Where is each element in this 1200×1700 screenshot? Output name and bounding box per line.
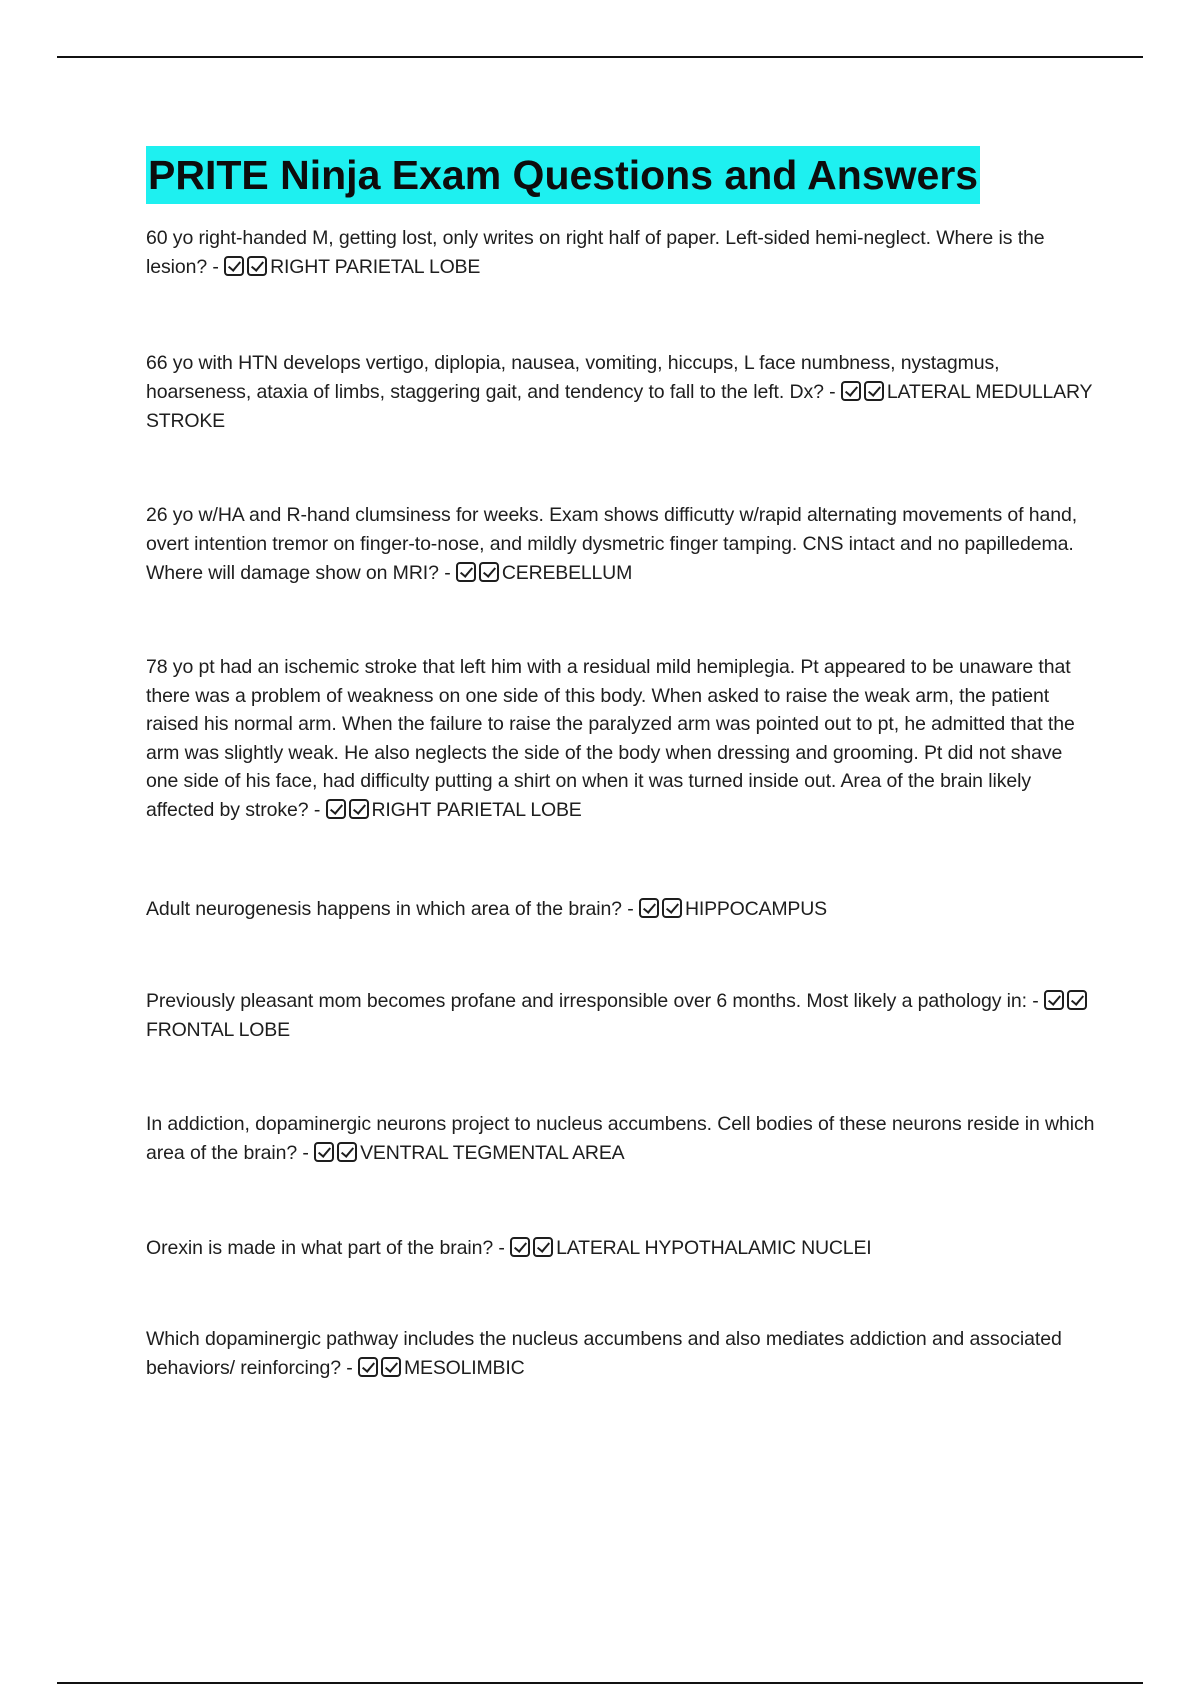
separator: -: [340, 1357, 359, 1379]
checkbox-checked-icon: [864, 381, 884, 401]
qa-item-9: [146, 1325, 1096, 1383]
checkbox-checked-icon: [381, 1357, 401, 1377]
answer-text: RIGHT PARIETAL LOBE: [371, 798, 582, 821]
separator: -: [207, 256, 225, 278]
qa-item-8: [146, 1234, 1096, 1263]
checkbox-checked-icon: [479, 562, 499, 582]
question-text: In addiction, dopaminergic neurons project to nucleus accumbens. Cell bodies of these neurons reside in which area of the brain?: [146, 1113, 1095, 1164]
qa-item-3: [146, 501, 1096, 588]
qa-item-1: [146, 224, 1096, 282]
question-text: 60 yo right-handed M, getting lost, only writes on right half of paper. Left-sided hemi-neglect. Where is the lesion?: [146, 227, 1045, 278]
answer-text: CEREBELLUM: [501, 562, 633, 584]
answer-text: MESOLIMBIC: [404, 1357, 525, 1379]
checkbox-checked-icon: [510, 1237, 530, 1257]
question-text: Previously pleasant mom becomes profane and irresponsible over 6 months. Most likely a pathology in:: [146, 990, 1027, 1012]
qa-item-4: [146, 653, 1096, 825]
page-title: PRITE Ninja Exam Questions and Answers: [146, 146, 980, 204]
qa-item-7: [146, 1110, 1096, 1168]
checkbox-checked-icon: [662, 898, 682, 918]
checkbox-checked-icon: [1044, 990, 1064, 1010]
separator: -: [438, 562, 456, 584]
answer-text: VENTRAL TEGMENTAL AREA: [360, 1142, 625, 1164]
qa-item-5: [146, 895, 1096, 924]
separator: -: [493, 1237, 511, 1259]
question-text: Which dopaminergic pathway includes the nucleus accumbens and also mediates addiction and associated behaviors/ reinforcing?: [146, 1328, 1062, 1379]
separator: -: [308, 798, 326, 821]
checkbox-checked-icon: [456, 562, 476, 582]
question-text: 66 yo with HTN develops vertigo, diplopia, nausea, vomiting, hiccups, L face numbness, nystagmus, hoarseness, ataxia of limbs, staggering gait, and tendency to fall to the left. Dx?: [146, 352, 1000, 403]
top-rule: [57, 56, 1143, 58]
question-text: 26 yo w/HA and R-hand clumsiness for weeks. Exam shows difficutty w/rapid alternating movements of hand, overt intention tremor on finger-to-nose, and mildly dysmetric finger tamping. CNS intact and no papilledema. Where will damage show on MRI?: [146, 504, 1078, 584]
checkbox-checked-icon: [224, 256, 244, 276]
checkbox-checked-icon: [1067, 990, 1087, 1010]
checkbox-checked-icon: [349, 799, 369, 819]
question-text: Orexin is made in what part of the brain?: [146, 1237, 494, 1259]
checkbox-checked-icon: [337, 1142, 357, 1162]
checkbox-checked-icon: [358, 1357, 378, 1377]
qa-item-6: [146, 987, 1096, 1045]
answer-text: HIPPOCAMPUS: [684, 898, 827, 920]
answer-text: RIGHT PARIETAL LOBE: [270, 256, 481, 278]
qa-item-2: [146, 349, 1096, 436]
answer-text: LATERAL MEDULLARY STROKE: [146, 381, 1092, 432]
separator: -: [1026, 990, 1044, 1012]
checkbox-checked-icon: [247, 256, 267, 276]
title-block: [146, 146, 980, 204]
checkbox-checked-icon: [314, 1142, 334, 1162]
bottom-rule: [57, 1682, 1143, 1684]
question-text: Adult neurogenesis happens in which area of the brain?: [146, 898, 622, 920]
separator: -: [621, 898, 639, 920]
question-text: 78 yo pt had an ischemic stroke that left him with a residual mild hemiplegia. Pt appeared to be unaware that there was a problem of weakness on one side of this body. When asked to raise the weak arm, the patient raised his normal arm. When the failure to raise the paralyzed arm was pointed out to pt, he admitted that the arm was slightly weak. He also neglects the side of the body when dressing and grooming. Pt did not shave one side of his face, had difficulty putting a shirt on when it was turned inside out. Area of the brain likely affected by stroke?: [146, 656, 1075, 821]
checkbox-checked-icon: [841, 381, 861, 401]
checkbox-checked-icon: [326, 799, 346, 819]
separator: -: [823, 381, 841, 403]
answer-text: FRONTAL LOBE: [146, 1019, 290, 1041]
answer-text: LATERAL HYPOTHALAMIC NUCLEI: [556, 1237, 872, 1259]
checkbox-checked-icon: [639, 898, 659, 918]
separator: -: [297, 1142, 315, 1164]
checkbox-checked-icon: [533, 1237, 553, 1257]
